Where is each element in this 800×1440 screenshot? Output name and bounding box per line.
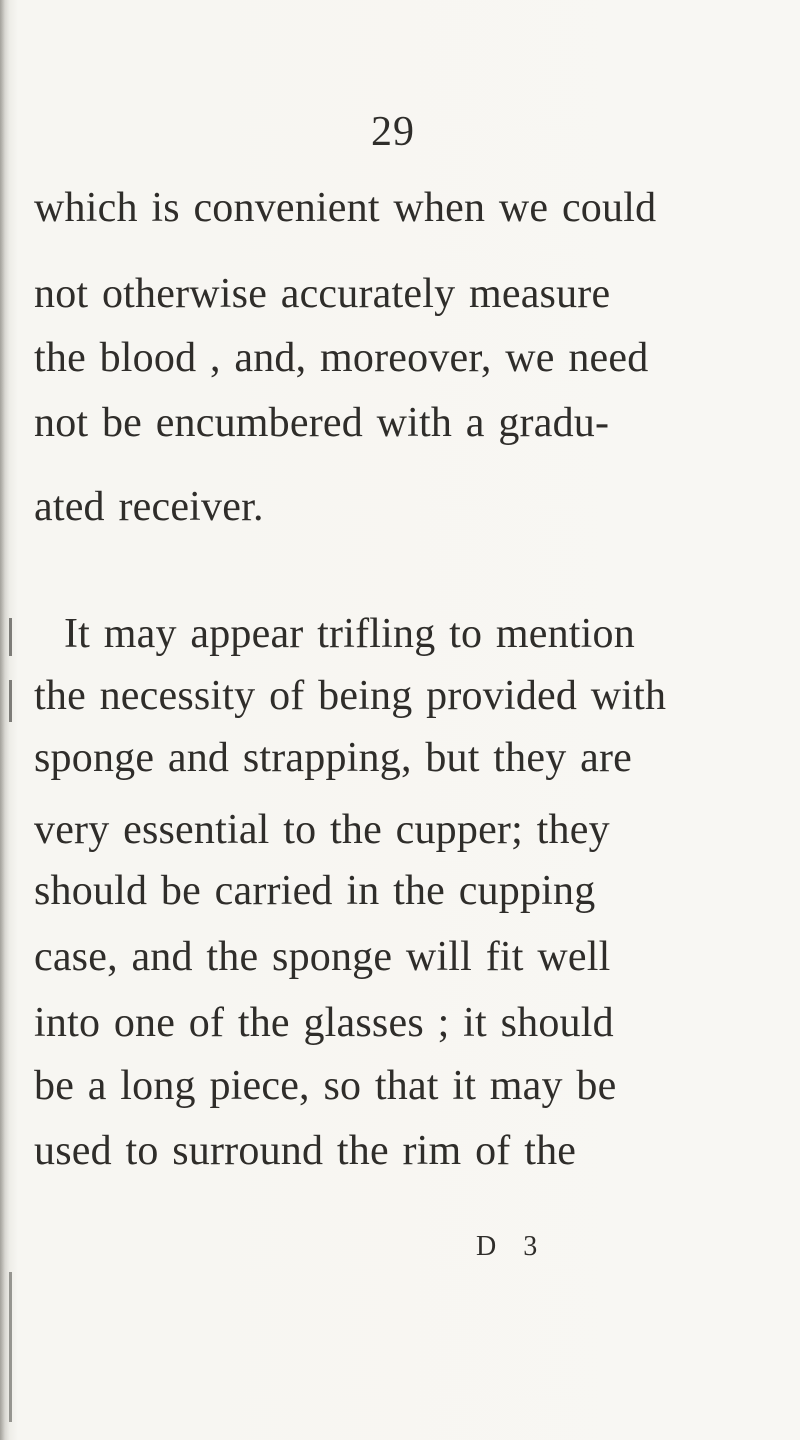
text-line: the necessity of being provided with	[34, 673, 667, 719]
text-line: which is convenient when we could	[34, 185, 657, 231]
paragraph-first-line: It may appear trifling to mention	[64, 611, 635, 657]
text-line: sponge and strapping, but they are	[34, 735, 632, 781]
text-line: be a long piece, so that it may be	[34, 1063, 617, 1109]
text-line: the blood , and, moreover, we need	[34, 335, 649, 381]
text-line: very essential to the cupper; they	[34, 807, 610, 853]
page-number: 29	[371, 109, 415, 155]
text-line: should be carried in the cupping	[34, 868, 596, 914]
text-line: ated receiver.	[34, 484, 264, 530]
margin-mark	[9, 1272, 12, 1422]
text-line: used to surround the rim of the	[34, 1128, 577, 1174]
text-line: not otherwise accurately measure	[34, 271, 611, 317]
signature-mark: D 3	[476, 1231, 548, 1262]
text-line: not be encumbered with a gradu-	[34, 400, 610, 446]
margin-mark	[9, 680, 12, 722]
text-line: case, and the sponge will fit well	[34, 934, 611, 980]
text-line: into one of the glasses ; it should	[34, 1000, 614, 1046]
margin-mark	[9, 618, 12, 656]
